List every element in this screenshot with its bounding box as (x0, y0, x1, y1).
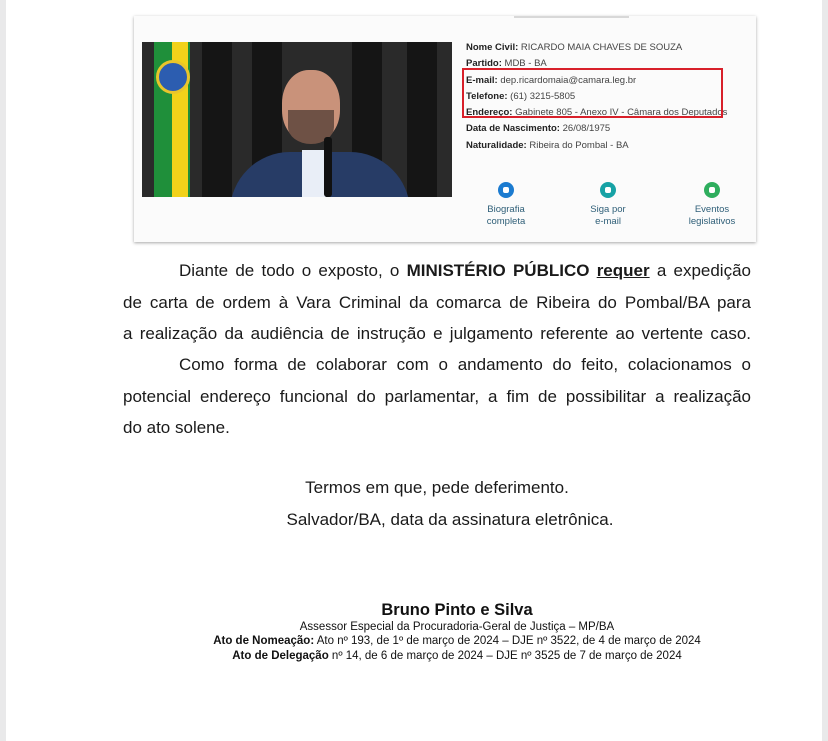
events-icon (704, 182, 720, 198)
profile-actions (466, 182, 756, 242)
ministerio-publico: MINISTÉRIO PÚBLICO (406, 261, 590, 280)
highlight-box (462, 68, 723, 118)
signer-name: Bruno Pinto e Silva (381, 601, 533, 619)
field-telefone: Telefone: (61) 3215-5805 (466, 90, 576, 102)
closing-request: Termos em que, pede deferimento. (305, 478, 569, 497)
deputy-photo (142, 42, 452, 197)
field-naturalidade: Naturalidade: Ribeira do Pombal - BA (466, 139, 629, 151)
requer-word: requer (596, 261, 650, 280)
closing-block (123, 472, 751, 536)
email-icon (600, 182, 616, 198)
biography-icon (498, 182, 514, 198)
field-data-nascimento: Data de Nascimento: 26/08/1975 (466, 123, 611, 135)
closing-place-date: Salvador/BA, data da assinatura eletrônica. (286, 510, 614, 529)
field-partido: Partido: MDB - BA (466, 58, 547, 70)
signer-role: Assessor Especial da Procuradoria-Geral de Justiça – MP/BA (299, 621, 615, 633)
legislative-events-button[interactable]: Eventos legislativos (672, 182, 752, 228)
ato-delegacao: Ato de Delegação nº 14, de 6 de março de 2024 – DJE nº 3525 de 7 de março de 2024 (232, 650, 682, 662)
card-top-divider (514, 16, 629, 18)
deputy-profile-card (134, 16, 756, 242)
microphone (324, 137, 332, 197)
document-page (6, 0, 822, 741)
field-email: E-mail: dep.ricardomaia@camara.leg.br (466, 74, 637, 86)
ato-nomeacao: Ato de Nomeação: Ato nº 193, de 1º de março de 2024 – DJE nº 3522, de 4 de março de 2024 (213, 635, 701, 647)
paragraph-request: Diante de todo o exposto, o MINISTÉRIO PÚBLICO requer a expedição de carta de ordem à Vara Criminal da comarca de Ribeira do Pombal/BA para a realização da audiência de instrução e julgamento referente ao vertente caso. (123, 261, 751, 343)
follow-email-button[interactable]: Siga por e-mail (568, 182, 648, 228)
field-nome-civil: Nome Civil: RICARDO MAIA CHAVES DE SOUZA (466, 42, 683, 53)
biography-button[interactable]: Biografia completa (466, 182, 546, 228)
field-endereco: Endereço: Gabinete 805 - Anexo IV - Câmara dos Deputados (466, 107, 728, 119)
paragraph-collaboration: Como forma de colaborar com o andamento do feito, colacionamos o potencial endereço funcional do parlamentar, a fim de possibilitar a realização do ato solene. (123, 355, 751, 437)
email-link[interactable]: dep.ricardomaia@camara.leg.br (500, 74, 637, 86)
signature-block (123, 599, 791, 664)
